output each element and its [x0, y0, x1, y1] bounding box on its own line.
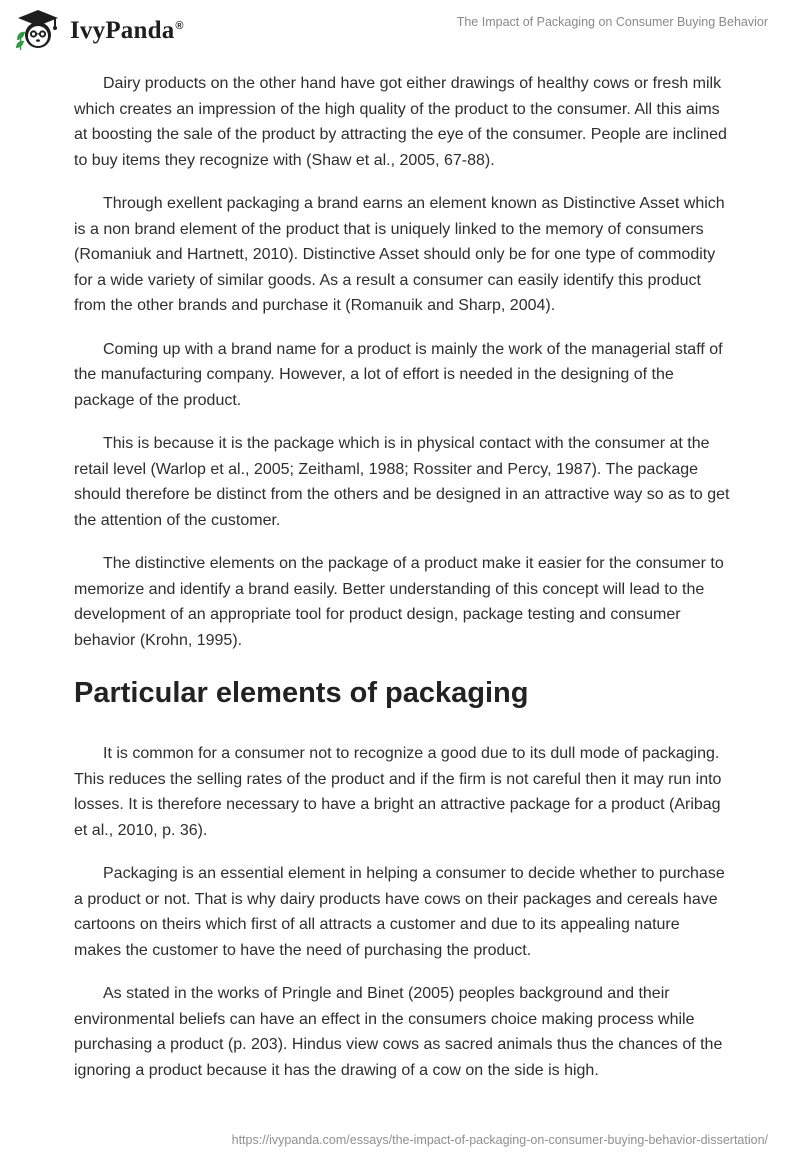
registered-mark: ® [175, 19, 184, 32]
paragraph: The distinctive elements on the package of a product make it easier for the consumer to memorize and identify a brand easily. Better understanding of this concept will lead to the development of an appropriate tool for product design, package testing and consumer behavior (Krohn, 1995). [74, 555, 724, 649]
paragraph: Packaging is an essential element in helping a consumer to decide whether to purchase a product or not. That is why dairy products have cows on their packages and cereals have cartoons on theirs which first of all attracts a customer and due to its appealing nature makes the customer to have the need of purchasing the product. [74, 865, 725, 959]
article-body [74, 71, 730, 1101]
brand-name: IvyPanda® [70, 17, 184, 44]
paragraph: As stated in the works of Pringle and Binet (2005) peoples background and their environmental beliefs can have an effect in the consumers choice making process while purchasing a product (p. 203). Hindus view cows as sacred animals thus the chances of the ignoring a product because it has the drawing of a cow on the side is high. [74, 985, 723, 1079]
panda-logo-icon [14, 9, 62, 51]
document-title: The Impact of Packaging on Consumer Buying Behavior [456, 15, 768, 29]
paragraph: Coming up with a brand name for a product is mainly the work of the managerial staff of the manufacturing company. However, a lot of effort is needed in the designing of the package of the product. [74, 340, 723, 409]
paragraph: This is because it is the package which is in physical contact with the consumer at the retail level (Warlop et al., 2005; Zeithaml, 1988; Rossiter and Percy, 1987). The package should therefore be distinct from the others and be designed in an attractive way so as to get the attention of the customer. [74, 435, 730, 529]
source-url[interactable]: https://ivypanda.com/essays/the-impact-of-packaging-on-consumer-buying-behavior-dissertation/ [231, 1133, 768, 1147]
paragraph: Through exellent packaging a brand earns an element known as Distinctive Asset which is a non brand element of the product that is uniquely linked to the memory of consumers (Romaniuk and Hartnett, 2010). Distinctive Asset should only be for one type of commodity for a wide variety of similar goods. As a result a consumer can easily identify this product from the other brands and purchase it (Romanuik and Sharp, 2004). [74, 195, 725, 314]
section-heading: Particular elements of packaging [74, 677, 529, 709]
paragraph: Dairy products on the other hand have got either drawings of healthy cows or fresh milk which creates an impression of the high quality of the product to the consumer. All this aims at boosting the sale of the product by attracting the eye of the consumer. People are inclined to buy items they recognize with (Shaw et al., 2005, 67-88). [74, 75, 727, 169]
page-header [0, 0, 800, 60]
brand-logo[interactable] [14, 9, 184, 51]
paragraph: It is common for a consumer not to recognize a good due to its dull mode of packaging. This reduces the selling rates of the product and if the firm is not careful then it may run into losses. It is therefore necessary to have a bright an attractive package for a product (Aribag et al., 2010, p. 36). [74, 745, 722, 839]
